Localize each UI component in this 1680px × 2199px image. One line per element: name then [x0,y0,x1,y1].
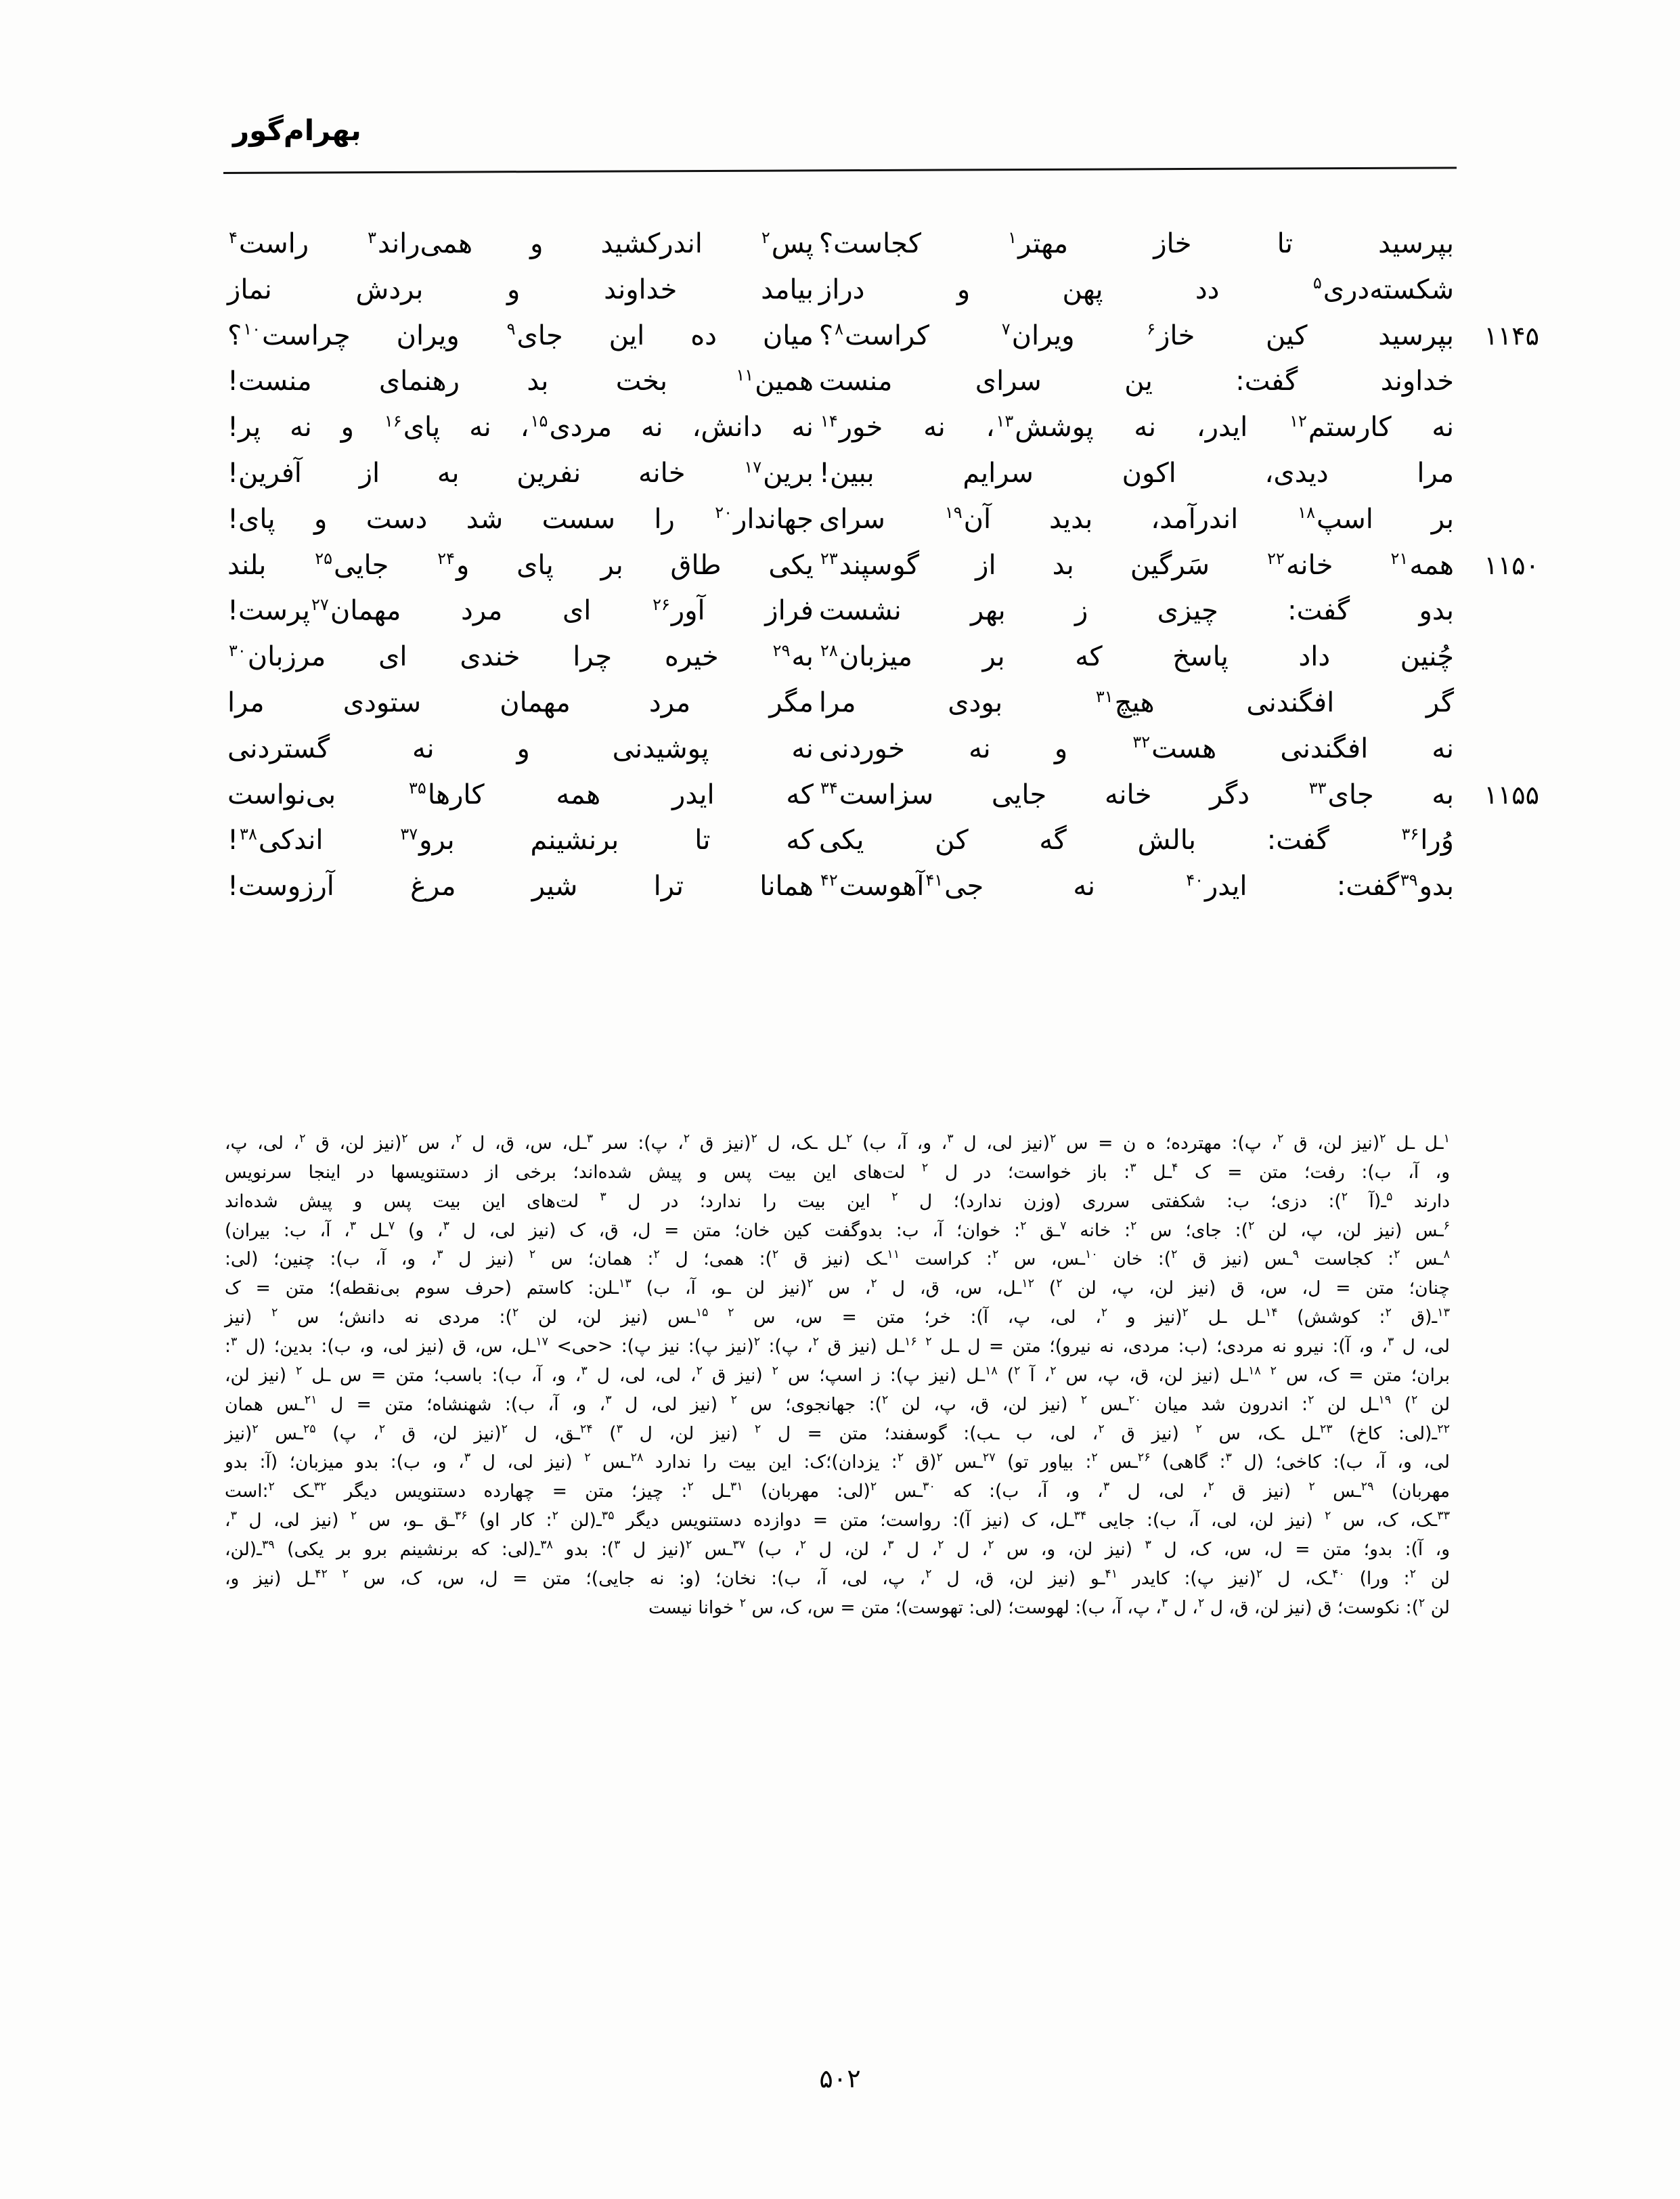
hemistich-right [816,682,1457,724]
verse-couplet [225,728,1457,770]
hemistich-left [225,407,816,448]
hemistich-right-text: گر افگندنی هیچ$^{۳۱}$ بودی مرا [818,687,1454,718]
verse-couplet [225,866,1457,907]
apparatus-line: $^{۳۳}$ـک، ک، س $^۲$ (نیز لن، لی، آ، ب): جایی $^{۳۴}$ـل، ک (نیز آ): رواست؛ متن = دوازده دستنویس دیگر $^{۳۵}$ـ(لن $^۲$: کار او) $^{۳۶}$ـق ـو، س $^۲$ (نیز لی، ل $^۳$، [225,1509,1450,1531]
apparatus-line: و، آ، ب): رفت؛ متن = ک $^۴$ـل $^۳$: باز خواست؛ در ل $^۲$ لت‌های این بیت پس و پیش شده‌اند؛ برخی از دستنویسها در اینجا سرنویس [225,1161,1451,1183]
hemistich-left [225,728,816,770]
hemistich-left-text: جهاندار$^{۲۰}$ را سست شد دست و پای! [227,503,814,535]
apparatus-line: بران؛ متن = ک، س $^۲$ $^{۱۸}$ـل (نیز لن، ق، پ، س $^۲$، آ $^۲$) $^{۱۸}$ـل (نیز پ): ز اسپ؛ س $^۲$ (نیز ق $^۲$، لی، لی، ل $^۳$، و، آ، ب): باسب؛ متن = س ـل $^۲$ (نیز لن، [225,1364,1450,1386]
hemistich-right-text: بدو گفت: چیزی ز بهر نشست [818,595,1454,627]
apparatus-line: لن $^۲$: ورا) $^{۴۰}$ـک، ل $^۲$(نیز پ): کایدر $^{۴۱}$ـو (نیز لن، ق، ل $^۲$، پ، لی، آ، ب): نخان؛ (و: نه جایی)؛ متن = ل، س، ک، س $^۲$ $^{۴۲}$ـل (نیز و، [225,1567,1450,1589]
verse-couplet [225,682,1457,724]
apparatus-line: دارند $^۵$ـ(آ $^۲$): دزی؛ ب: شکفتی سرری (وزن ندارد)؛ ل $^۲$ این بیت را ندارد؛ در ل $^۳$ لت‌های این بیت پس و پیش شده‌اند [225,1190,1451,1212]
apparatus-line: لن $^۲$): نکوست؛ ق (نیز لن، ق، ل $^۲$، ل $^۳$، پ، آ، ب): لهوست؛ (لی: تهوست)؛ متن = س، ک، س $^۲$ خوانا نیست [648,1596,1450,1618]
hemistich-right-text: نه افگندنی هست$^{۳۲}$ و نه خوردنی [818,733,1454,764]
hemistich-left-text: نه پوشیدنی و نه گستردنی [227,733,814,764]
hemistich-right [816,590,1457,632]
verse-line-number: ۱۱۵۰ [1484,550,1539,580]
apparatus-line: $^{۲۲}$ـ(لی: کاخ) $^{۲۳}$ـل ـک، س $^۲$ (نیز ق $^۲$، لی، ب ـب): گوسفند؛ متن = ل $^۲$ (نیز لن، ل $^۳$) $^{۲۴}$ـق، ل $^۲$(نیز لن، ق $^۲$، پ) $^{۲۵}$ـس $^۲$(نیز [225,1422,1450,1444]
hemistich-left-text: نه دانش، نه مردی$^{۱۵}$، نه پای$^{۱۶}$ و نه پر! [227,411,814,443]
hemistich-right [816,499,1457,540]
hemistich-left-text: مگر مرد مهمان ستودی مرا [227,687,814,718]
apparatus-line: $^۱$ـل ـل $^۲$(نیز لن، ق $^۲$، پ): مهترده؛ ه ن = س $^۲$(نیز لی، ل $^۳$، و، آ، ب) $^۲$ـل ـک، ل $^۲$(نیز ق $^۲$، پ): سر $^۳$ـل، س، ق، ل $^۲$، س $^۲$(نیز لن، ق $^۲$، لی، پ، [225,1132,1450,1154]
verse-couplet [225,269,1457,311]
apparatus-line: $^۸$ـس $^۲$: کجاست $^۹$ـس (نیز ق $^۲$): خان $^{۱۰}$ـس، س $^۲$: کراست $^{۱۱}$ـک (نیز ق $^۲$): همی؛ ل $^۲$: همان؛ س $^۲$ (نیز ل $^۳$، و، آ، ب): چنین؛ (لی: [225,1248,1450,1270]
verse-couplet [225,223,1457,265]
hemistich-right-text: همه$^{۲۱}$ خانه$^{۲۲}$ سَرگین بد از گوسپند$^{۲۳}$ [820,549,1454,581]
header-rule-divider [223,167,1457,174]
hemistich-left-text: همین$^{۱۱}$ بخت بد رهنمای منست! [227,366,814,397]
running-head [223,114,1457,188]
hemistich-left [225,453,816,494]
hemistich-right [816,545,1539,586]
verse-couplet [225,407,1457,448]
verse-couplet [225,636,1457,678]
hemistich-right [816,728,1457,770]
hemistich-left [225,545,816,586]
hemistich-left [225,315,816,357]
hemistich-left-text: که ایدر همه کارها$^{۳۵}$ بی‌نواست [227,779,814,810]
hemistich-right-text: بپرسید تا خاز مهتر$^۱$ کجاست؟ [818,227,1454,259]
hemistich-right-text: خداوند گفت: ین سرای منست [818,366,1454,397]
hemistich-left-text: یکی طاق بر پای و$^{۲۴}$ جایی$^{۲۵}$ بلند [227,549,814,581]
apparatus-line: لی، ل $^۳$، و، آ): نیرو نه مردی؛ (ب: مردی، نه نیرو)؛ متن = ل ـل $^۲$ $^{۱۶}$ـل (نیز ق $^۲$، پ): $^۲$(نیز پ): نیز پ): <حی> $^{۱۷}$ـل، س، ق (نیز لی، و، ب): بدین؛ (ل $^۳$: [225,1335,1451,1357]
critical-apparatus [225,1129,1450,1623]
hemistich-left [225,361,816,402]
hemistich-right-text: چُنین داد پاسخ که بر میزبان$^{۲۸}$ [820,640,1454,673]
hemistich-right [816,820,1457,861]
hemistich-right [816,636,1457,678]
hemistich-left [225,866,816,907]
verse-couplet [225,775,1539,816]
hemistich-right [816,775,1539,816]
verse-couplet [225,315,1539,357]
hemistich-right-text: نه کارستم$^{۱۲}$ ایدر، نه پوشش$^{۱۳}$، نه خور$^{۱۴}$ [820,411,1454,443]
apparatus-line: لی، و، آ، ب): کاخی؛ (ل $^۳$: گاهی) $^{۲۶}$ـس $^۲$: بیاور تو) $^{۲۷}$ـس $^۲$(ق $^۲$: یزدان)؛ک: این بیت را ندارد $^{۲۸}$ـس $^۲$ (نیز لی، ل $^۳$، و، ب): بدو میزبان؛ (آ: بدو [225,1451,1450,1473]
hemistich-left [225,499,816,540]
running-head-title: بهرام‌گور [233,114,361,147]
folio-page-number: ۵۰۲ [819,2064,861,2093]
hemistich-left [225,636,816,678]
hemistich-right [816,315,1539,357]
verse-line-number: ۱۱۵۵ [1484,779,1539,810]
hemistich-left [225,820,816,861]
hemistich-right [816,407,1457,448]
hemistich-left-text: که تا برنشینم برو$^{۳۷}$ اندکی$^{۳۸}$! [227,825,814,856]
hemistich-right-text: به جای$^{۳۳}$ دگر خانه جایی سزاست$^{۳۴}$ [820,779,1454,810]
verse-couplet [225,361,1457,402]
hemistich-left-text: بیامد خداوند و بردش نماز [227,274,814,305]
hemistich-left-text: به$^{۲۹}$ خیره چرا خندی ای مرزبان$^{۳۰}$ [229,640,814,673]
hemistich-left [225,590,816,632]
hemistich-left [225,682,816,724]
verse-couplet [225,453,1457,494]
hemistich-left [225,223,816,265]
hemistich-left-text: برین$^{۱۷}$ خانه نفرین به از آفرین! [227,457,814,489]
hemistich-right-text: بر اسپ$^{۱۸}$ اندرآمد، بدید آن$^{۱۹}$ سرای [818,503,1454,535]
hemistich-left [225,269,816,311]
hemistich-left [225,775,816,816]
verse-line-number: ۱۱۴۵ [1484,320,1539,351]
apparatus-line: $^۶$ـس (نیز لن، پ، لن $^۲$): جای؛ س $^۲$: خانه $^۷$ـق $^۲$: خوان؛ آ، ب: بدوگفت کین خان؛ متن = ل، ق، ک (نیز لی، ل $^۳$، و) $^۷$ـل $^۳$، آ، ب: بیران) [225,1219,1451,1241]
hemistich-right-text: وُرا$^{۳۶}$ گفت: بالش گه کن یکی [818,825,1454,856]
apparatus-line: چنان؛ متن = ل، س، ق (نیز لن، پ، لن $^۲$) $^{۱۲}$ـل، س، ق، ل $^۲$، س $^۲$(نیز لن ـو، آ، ب) $^{۱۳}$ـلن: کاستم (حرف سوم بی‌نقطه)؛ متن = ک [225,1277,1451,1299]
hemistich-right [816,223,1457,265]
hemistich-right [816,361,1457,402]
apparatus-line: $^{۱۳}$ـ(ق $^۲$: کوشش) $^{۱۴}$ـل ـل $^۲$(نیز و $^۲$، لی، پ، آ): خر؛ متن = س، س $^۲$ $^{۱۵}$ـس (نیز لن، لن $^۲$): مردی نه دانش؛ س $^۲$ (نیز [225,1306,1450,1328]
hemistich-left-text: میان ده این جای$^۹$ ویران چراست$^{۱۰}$؟ [227,320,814,351]
apparatus-line: و، آ): بدو؛ متن = ل، س، ک، ل $^۳$ (نیز لن، و، س $^۲$، ل $^۲$، ل $^۳$، لن، ل $^۲$، ب) $^{۳۷}$ـس $^۲$(نیز ل $^۳$): بدو $^{۳۸}$ـ(لی: که برنشینم برو بر یکی) $^{۳۹}$ـ(لن، [225,1538,1451,1561]
hemistich-left-text: فراز آور$^{۲۶}$ ای مرد مهمان$^{۲۷}$پرست! [227,595,814,627]
hemistich-right [816,866,1457,907]
hemistich-right-text: مرا دیدی، اکون سرایم ببین! [818,457,1454,489]
hemistich-right [816,269,1457,311]
verse-couplet [225,545,1539,586]
apparatus-line: مهربان) $^{۲۹}$ـس $^۲$ (نیز ق $^۲$، لی، ل $^۳$، و، آ، ب): که $^{۳۰}$ـس $^۲$(لی: مهربان) $^{۳۱}$ـل $^۲$: چیز؛ متن = چهارده دستنویس دیگر $^{۳۲}$ـک $^۲$:است [225,1480,1450,1502]
hemistich-left-text: همانا ترا شیر مرغ آرزوست! [227,871,814,902]
hemistich-right-text: بدو$^{۳۹}$گفت: ایدر$^{۴۰}$ نه جی$^{۴۱}$آهوست$^{۴۲}$ [820,870,1455,902]
apparatus-line: لن $^۲$) $^{۱۹}$ـل لن $^۲$: اندرون شد میان $^{۲۰}$ـس $^۲$ (نیز لن، ق، پ، لن $^۲$): جهانجوی؛ س $^۲$ (نیز لی، ل $^۳$، و، آ، ب): شهنشاه؛ متن = ل $^{۲۱}$ـس همان [225,1393,1451,1415]
hemistich-right [816,453,1457,494]
verse-couplet [225,590,1457,632]
verse-couplet [225,499,1457,540]
hemistich-left-text: پس$^۲$ اندرکشید و همی‌راند$^۳$ راست$^۴$ [229,227,814,259]
hemistich-right-text: بپرسید کین خاز$^۶$ ویران$^۷$ کراست$^۸$؟ [818,320,1454,351]
verse-couplet [225,820,1457,861]
verse-block [225,223,1539,912]
hemistich-right-text: شکسته‌دری$^۵$ دد پهن و دراز [818,274,1454,305]
